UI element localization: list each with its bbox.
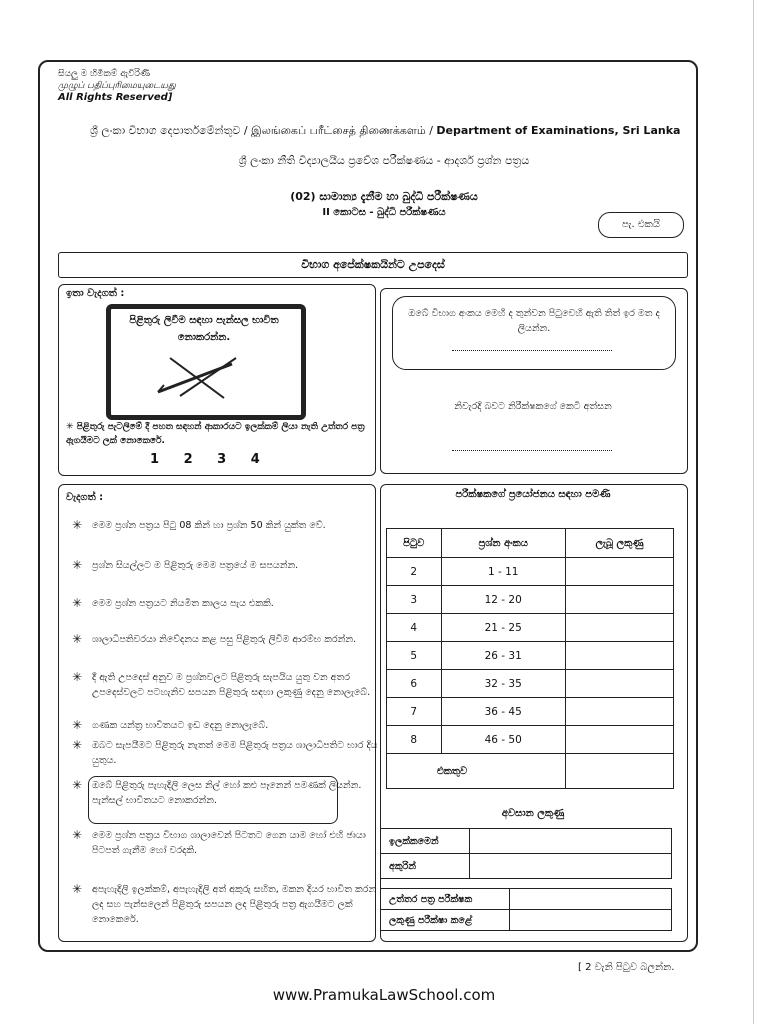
column-header: ලැබූ ලකුණු [565,529,673,558]
page-cell: 8 [387,726,442,754]
duration-badge: පැ. එකයි [598,212,684,238]
table-row [381,889,672,910]
note-item: ✳ මෙම ප්‍රශ්න පත්‍රය පිටු 08 කින් හා ප්‍රශ්න 50 කින් යුක්ත වේ. [72,518,326,532]
asterisk-icon: ✳ [66,422,77,432]
rights-tamil: முழுப் பதிப்புரிமையுடையது [58,81,176,91]
asterisk-icon: ✳ [72,632,83,646]
total-label: එකතුව [387,754,566,789]
marks-cell[interactable] [565,698,673,726]
asterisk-icon: ✳ [72,596,83,610]
rights-english: All Rights Reserved] [58,92,173,103]
questions-cell: 46 - 50 [441,726,565,754]
rights-sinhala: සියලු ම හිමිකම් ඇවිරිණි [58,69,151,79]
questions-cell: 32 - 35 [441,670,565,698]
index-number-line[interactable] [452,350,612,351]
asterisk-icon: ✳ [72,518,83,532]
marks-cell[interactable] [565,670,673,698]
note-item: ✳ ඔබේ පිළිතුරු පැහැදිලි ලෙස නිල් හෝ කළු පෑනෙන් පමණක් ලියන්න. පැන්සල් භාවිතයට නොකරන්න. [72,778,362,806]
marks-cell[interactable] [565,642,673,670]
marks-cell[interactable] [565,726,673,754]
questions-cell: 1 - 11 [441,558,565,586]
asterisk-icon: ✳ [72,670,83,684]
answer-sheet-examiner-label: උත්තර පත්‍ර පරීක්ෂක [381,889,510,910]
important-notes-box [58,484,376,942]
marks-cell[interactable] [565,586,673,614]
exam-title: ශ්‍රී ලංකා නීති විද්‍යාලයීය ප්‍රවේශ පරීක්ෂණය - ආදර්ශ ප්‍රශ්න පත්‍රය [238,154,530,167]
part-title: II කොටස - බුද්ධි පරීක්ෂණය [322,207,446,218]
note-item: ✳ මෙම ප්‍රශ්න පත්‍රය විභාග ශාලාවෙන් පිටතට ගෙන යාම හෝ එහි ඡායා පිටපත් ගැනීම හෝ වරදකි. [72,828,366,856]
marks-checked-by-cell[interactable] [510,910,672,931]
answer-sheet-examiner-cell[interactable] [510,889,672,910]
asterisk-icon: ✳ [72,558,83,572]
table-row [381,829,672,854]
table-header-row [387,529,674,558]
asterisk-icon: ✳ [72,828,83,842]
sample-digits: 1 2 3 4 [150,452,261,467]
asterisk-icon: ✳ [72,738,83,752]
final-marks-heading: අවසාන ලකුණු [501,808,565,819]
table-row [387,586,674,614]
note-item: ✳ දී ඇති උපදෙස් අනුව ම ප්‍රශ්නවලට පිළිතුරු සැපයිය යුතු වන අතර උපදෙස්වලට පටහැනිව සපයන පිළිතුරු සඳහා ලකුණු දෙනු නොලැබේ. [72,670,371,698]
table-row [387,558,674,586]
rights-block [58,68,258,104]
dept-sinhala: ශ්‍රී ලංකා විභාග දෙපාර්තමේන්තුව / [90,124,248,137]
questions-cell: 26 - 31 [441,642,565,670]
asterisk-icon: ✳ [72,718,83,732]
total-marks-cell[interactable] [565,754,673,789]
table-row [387,642,674,670]
note-item: ✳ ගණක යන්ත්‍ර භාවිතයට ඉඩ දෙනු නොලැබේ. [72,718,269,732]
index-number-instruction: ඔබේ විභාග අංකය මෙහි ද තුන්වන පිටුවෙහි ඇති තිත් ඉර මත ද ලියන්න. [408,308,660,334]
page-cell: 4 [387,614,442,642]
asterisk-icon: ✳ [72,778,83,792]
dept-tamil: இலங்கைப் பரீட்சைத் திணைக்களம் / [251,124,433,137]
questions-cell: 12 - 20 [441,586,565,614]
column-header: ප්‍රශ්න අංකය [441,529,565,558]
marks-cell[interactable] [565,558,673,586]
marks-cell[interactable] [565,614,673,642]
page-cell: 3 [387,586,442,614]
page-cell: 6 [387,670,442,698]
dept-english: Department of Examinations, Sri Lanka [436,124,681,137]
supervisor-signature-label: නිවැරදි බවට නිරීක්ෂකගේ කෙටි අත්සන [454,401,612,412]
note-item: ✳ මෙම ප්‍රශ්න පත්‍රයට නියමිත කාලය පැය එකකි. [72,596,274,610]
final-marks-table [380,828,672,879]
pencil-warning-text: පිළිතුරු ලිවීම සඳහා පැන්සල භාවිත නොකරන්න. [129,315,279,343]
notice-heading: ඉතා වැදගත් : [66,288,125,299]
page-cell: 5 [387,642,442,670]
instructions-bar: විභාග අපේක්ෂකයින්ට උපදෙස් [58,252,688,278]
notes-heading: වැදගත් : [66,492,104,503]
note-item: ✳ අපැහැදිලි ඉලක්කම්, අපැහැදිලි අත් අකුරු සහිත, මකන දියර භාවිත කරන ලද සහ පැන්සලෙන් පිළිතුරු සපයන ලද පිළිතුරු පත්‍ර ඇගයීමට ලක් නොකෙරේ. [72,882,377,925]
final-marks-digits-cell[interactable] [470,829,672,854]
note-item: ✳ ශාලාධිපතිවරයා නිවේදනය කළ පසු පිළිතුරු ලිවීම ආරම්භ කරන්න. [72,632,357,646]
marks-table [386,528,674,789]
table-row [387,614,674,642]
note-item: ✳ ප්‍රශ්න සියල්ලට ම පිළිතුරු මෙම පත්‍රයේ ම සපයන්න. [72,558,299,572]
turn-over-note: [ 2 වැනි පිටුව බලන්න. [578,962,675,973]
table-row [387,726,674,754]
table-row [387,698,674,726]
note-item: ✳ ඔබට සැපයීමට පිළිතුරු නැතත් මෙම පිළිතුරු පත්‍රය ශාලාධිපතිට භාර දිය යුතුය. [72,738,378,766]
questions-cell: 36 - 45 [441,698,565,726]
signature-table [380,888,672,931]
final-marks-digits-label: ඉලක්කමෙන් [381,829,470,854]
column-header: පිටුව [387,529,442,558]
final-marks-words-cell[interactable] [470,854,672,879]
digit-notice: ✳ පිළිතුරු පැටලිමේ දී පහත සඳහන් ආකාරයට ඉලක්කම් ලියා නැති උත්තර පත්‍ර ඇගයීමට ලක් නොකෙරේ. [66,422,365,446]
asterisk-icon: ✳ [72,882,83,896]
paper-title: (02) සාමාන්‍ය දැනීම හා බුද්ධි පරීක්ෂණය [290,190,478,203]
table-row [381,910,672,931]
department-line [90,124,680,139]
page-cell: 7 [387,698,442,726]
page-cell: 2 [387,558,442,586]
total-row [387,754,674,789]
supervisor-signature-line[interactable] [452,450,612,451]
table-row [381,854,672,879]
marks-checked-by-label: ලකුණු පරීක්ෂා කළේ [381,910,510,931]
final-marks-words-label: අකුරින් [381,854,470,879]
table-row [387,670,674,698]
footer-url[interactable]: www.PramukaLawSchool.com [272,986,496,1004]
questions-cell: 21 - 25 [441,614,565,642]
examiner-heading: පරීක්ෂකගේ ප්‍රයෝජනය සඳහා පමණි [455,489,611,500]
crossed-pencil-icon [150,352,250,402]
